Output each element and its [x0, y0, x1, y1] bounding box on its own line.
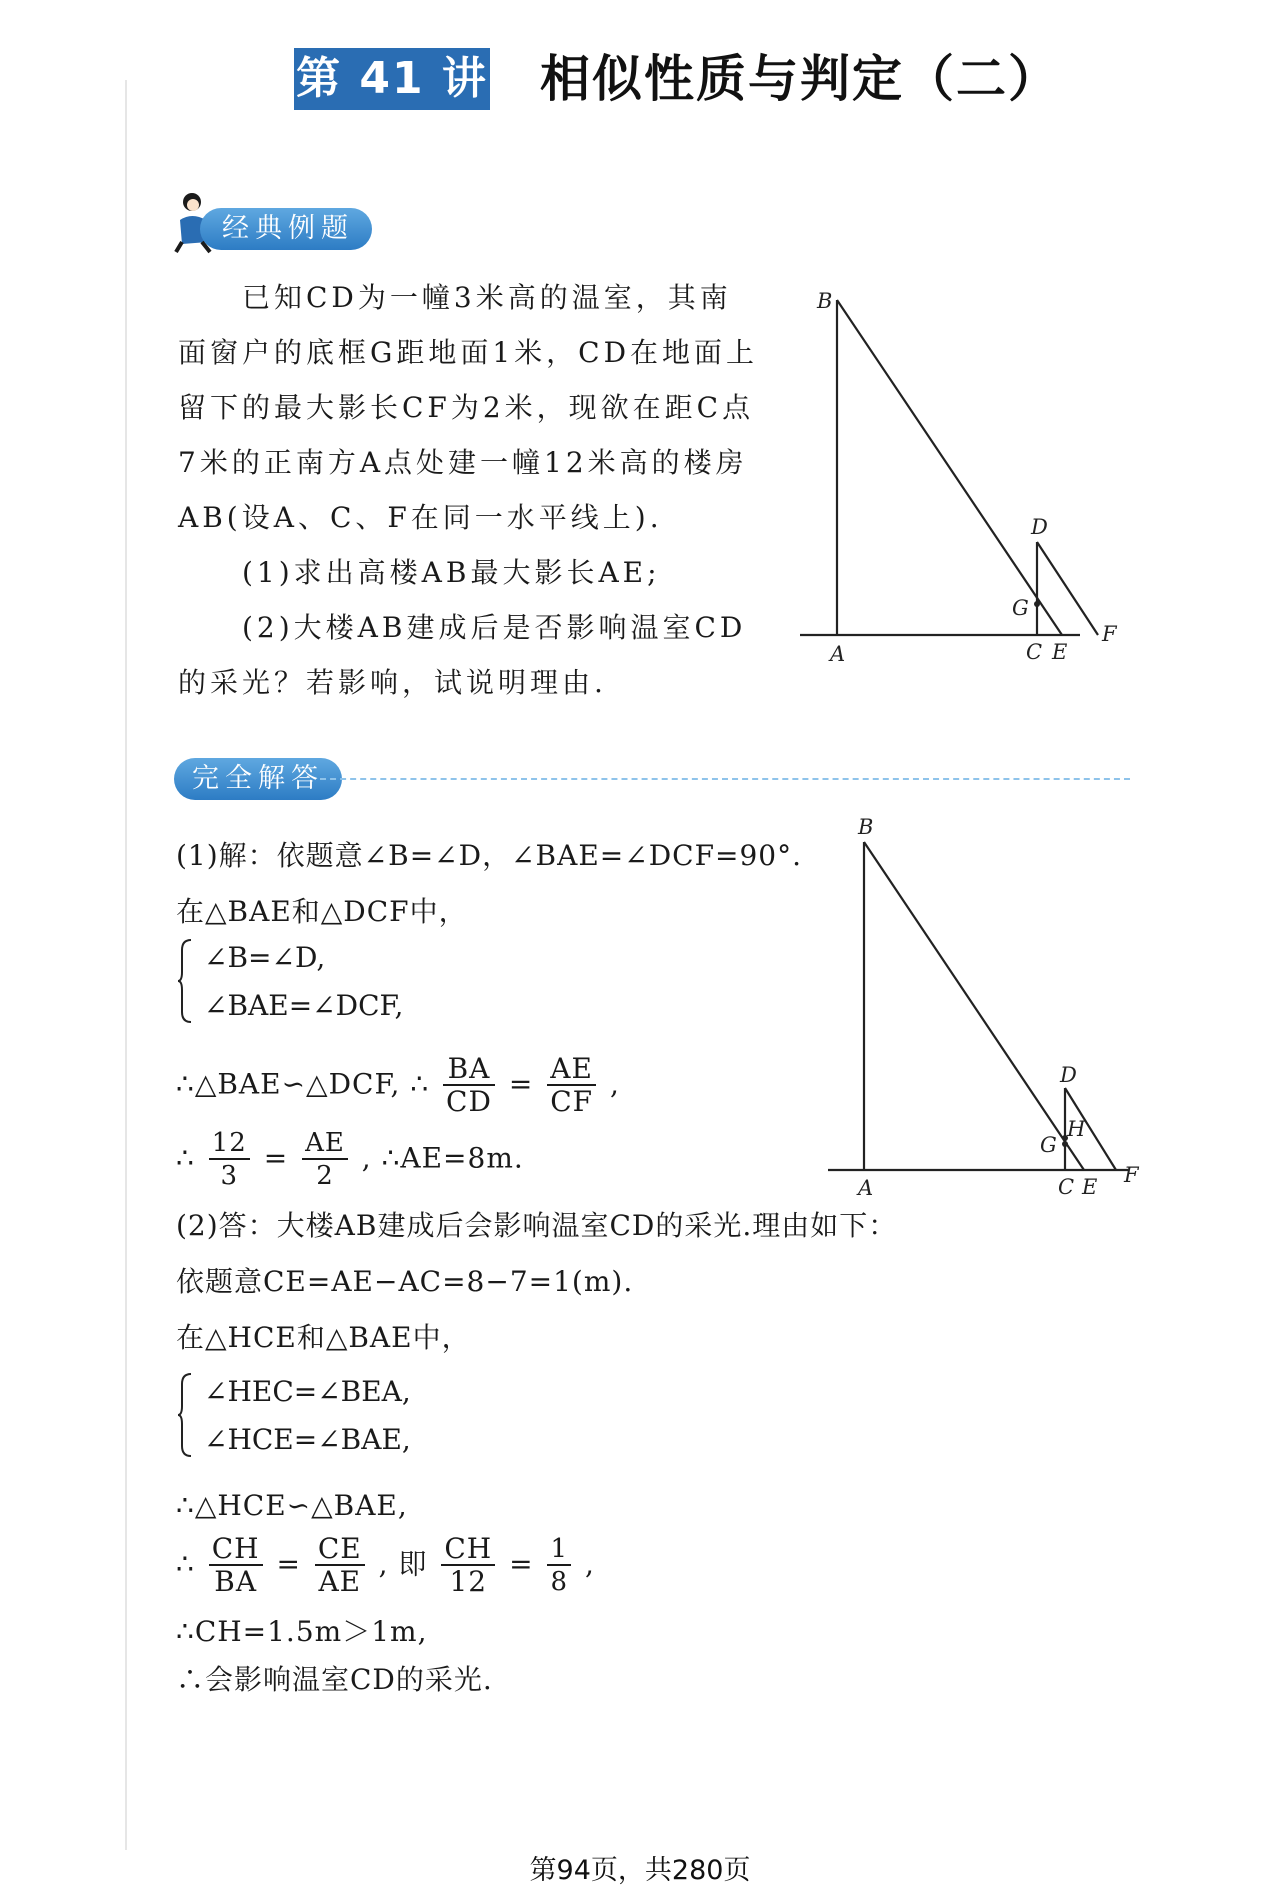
solution-line: ∴会影响温室CD的采光. — [176, 1663, 493, 1696]
ae-result-line — [176, 1128, 524, 1192]
label-a: A — [858, 1176, 874, 1200]
shadow-line-be — [864, 842, 1084, 1170]
equals: = — [276, 1547, 301, 1581]
denominator: CD — [446, 1085, 492, 1118]
solution-line: (1)解：依题意∠B=∠D，∠BAE=∠DCF=90°. — [176, 839, 802, 872]
problem-line: 已知CD为一幢3米高的温室，其南 — [242, 281, 732, 314]
equals: = — [263, 1141, 289, 1175]
numerator: AE — [302, 1128, 348, 1160]
denominator: 2 — [316, 1161, 334, 1191]
label-b: B — [817, 289, 833, 313]
ch-ratio-line — [176, 1534, 595, 1598]
text: , ∴AE=8m. — [361, 1141, 524, 1175]
label-h: H — [1067, 1117, 1086, 1141]
label-e: E — [1082, 1175, 1098, 1199]
fraction-ae-cf — [547, 1054, 596, 1118]
figure-2-diagram — [808, 812, 1148, 1202]
problem-text — [178, 270, 778, 710]
denominator: 12 — [449, 1565, 488, 1598]
label-c: C — [1026, 640, 1043, 664]
label-g: G — [1012, 596, 1029, 620]
numerator: CE — [315, 1534, 365, 1566]
text: , 即 — [378, 1547, 428, 1581]
label-d: D — [1031, 515, 1048, 539]
text: ∴ — [176, 1141, 195, 1175]
label-g: G — [1040, 1133, 1057, 1157]
problem-line: 的采光？若影响，试说明理由. — [178, 666, 607, 699]
label-c: C — [1058, 1175, 1075, 1199]
numerator: CH — [209, 1534, 263, 1566]
fraction-ba-cd — [443, 1054, 495, 1118]
fraction-1-8 — [547, 1534, 571, 1598]
denominator: CF — [550, 1085, 594, 1118]
denominator: 3 — [220, 1161, 239, 1191]
shadow-line-be — [837, 300, 1062, 635]
fraction-ch-12 — [441, 1534, 495, 1598]
label-e: E — [1052, 640, 1068, 664]
solution-line: ∴△HCE∽△BAE, — [176, 1489, 408, 1522]
problem-line: 面窗户的底框G距地面1米，CD在地面上 — [178, 336, 759, 369]
problem-line: 留下的最大影长CF为2米，现欲在距C点 — [178, 391, 755, 424]
label-d: D — [1060, 1063, 1077, 1087]
shadow-line-df — [1037, 542, 1098, 635]
text: ∴ — [176, 1547, 195, 1581]
numerator: 12 — [209, 1128, 250, 1160]
text: ∴△BAE∽△DCF, ∴ — [176, 1067, 430, 1101]
solution-line: ∴CH=1.5m＞1m, — [176, 1615, 428, 1648]
figure-1-diagram — [780, 280, 1150, 670]
fraction-ae-2 — [302, 1128, 348, 1192]
condition-line: ∠HEC=∠BEA, — [204, 1375, 411, 1408]
condition-line: ∠BAE=∠DCF, — [204, 989, 404, 1022]
numerator: CH — [441, 1534, 495, 1566]
lesson-title: 相似性质与判定（二） — [540, 50, 1060, 108]
denominator: 8 — [550, 1567, 569, 1597]
comma: , — [584, 1547, 595, 1581]
solution-line: 在△BAE和△DCF中， — [176, 895, 468, 928]
label-f: F — [1124, 1163, 1139, 1187]
example-section-tag: 经典例题 — [200, 208, 372, 250]
point-g — [1062, 1141, 1068, 1147]
numerator: AE — [547, 1054, 596, 1086]
problem-line: AB(设A、C、F在同一水平线上). — [178, 501, 663, 534]
fraction-12-3 — [209, 1128, 250, 1192]
brace-icon — [178, 938, 192, 1024]
denominator: AE — [318, 1565, 362, 1598]
condition-line: ∠B=∠D, — [204, 941, 326, 974]
point-g — [1034, 601, 1040, 607]
label-b: B — [858, 815, 874, 839]
comma: , — [609, 1067, 620, 1101]
numerator: 1 — [547, 1534, 571, 1566]
page-number: 第94页，共280页 — [529, 1855, 751, 1886]
condition-line: ∠HCE=∠BAE, — [204, 1423, 411, 1456]
similarity-ratio-line — [176, 1054, 620, 1118]
numerator: BA — [443, 1054, 495, 1086]
brace-icon — [178, 1372, 192, 1458]
solution-line: 依题意CE=AE−AC=8−7=1(m). — [176, 1265, 634, 1298]
label-f: F — [1102, 622, 1117, 646]
label-a: A — [830, 642, 846, 666]
equals: = — [509, 1547, 534, 1581]
equals: = — [508, 1067, 534, 1101]
page-margin-line — [125, 80, 127, 1850]
problem-line: 7米的正南方A点处建一幢12米高的楼房 — [178, 446, 748, 479]
section-divider — [320, 778, 1130, 780]
fraction-ch-ba — [209, 1534, 263, 1598]
denominator: BA — [214, 1565, 258, 1598]
fraction-ce-ae — [315, 1534, 365, 1598]
solution-section-tag: 完全解答 — [174, 758, 342, 800]
solution-line: (2)答：大楼AB建成后会影响温室CD的采光.理由如下： — [176, 1209, 898, 1242]
problem-line: (1)求出高楼AB最大影长AE; — [242, 556, 661, 589]
solution-line: 在△HCE和△BAE中， — [176, 1321, 471, 1354]
problem-line: (2)大楼AB建成后是否影响温室CD — [242, 611, 747, 644]
lesson-number-badge: 第 41 讲 — [294, 48, 490, 110]
